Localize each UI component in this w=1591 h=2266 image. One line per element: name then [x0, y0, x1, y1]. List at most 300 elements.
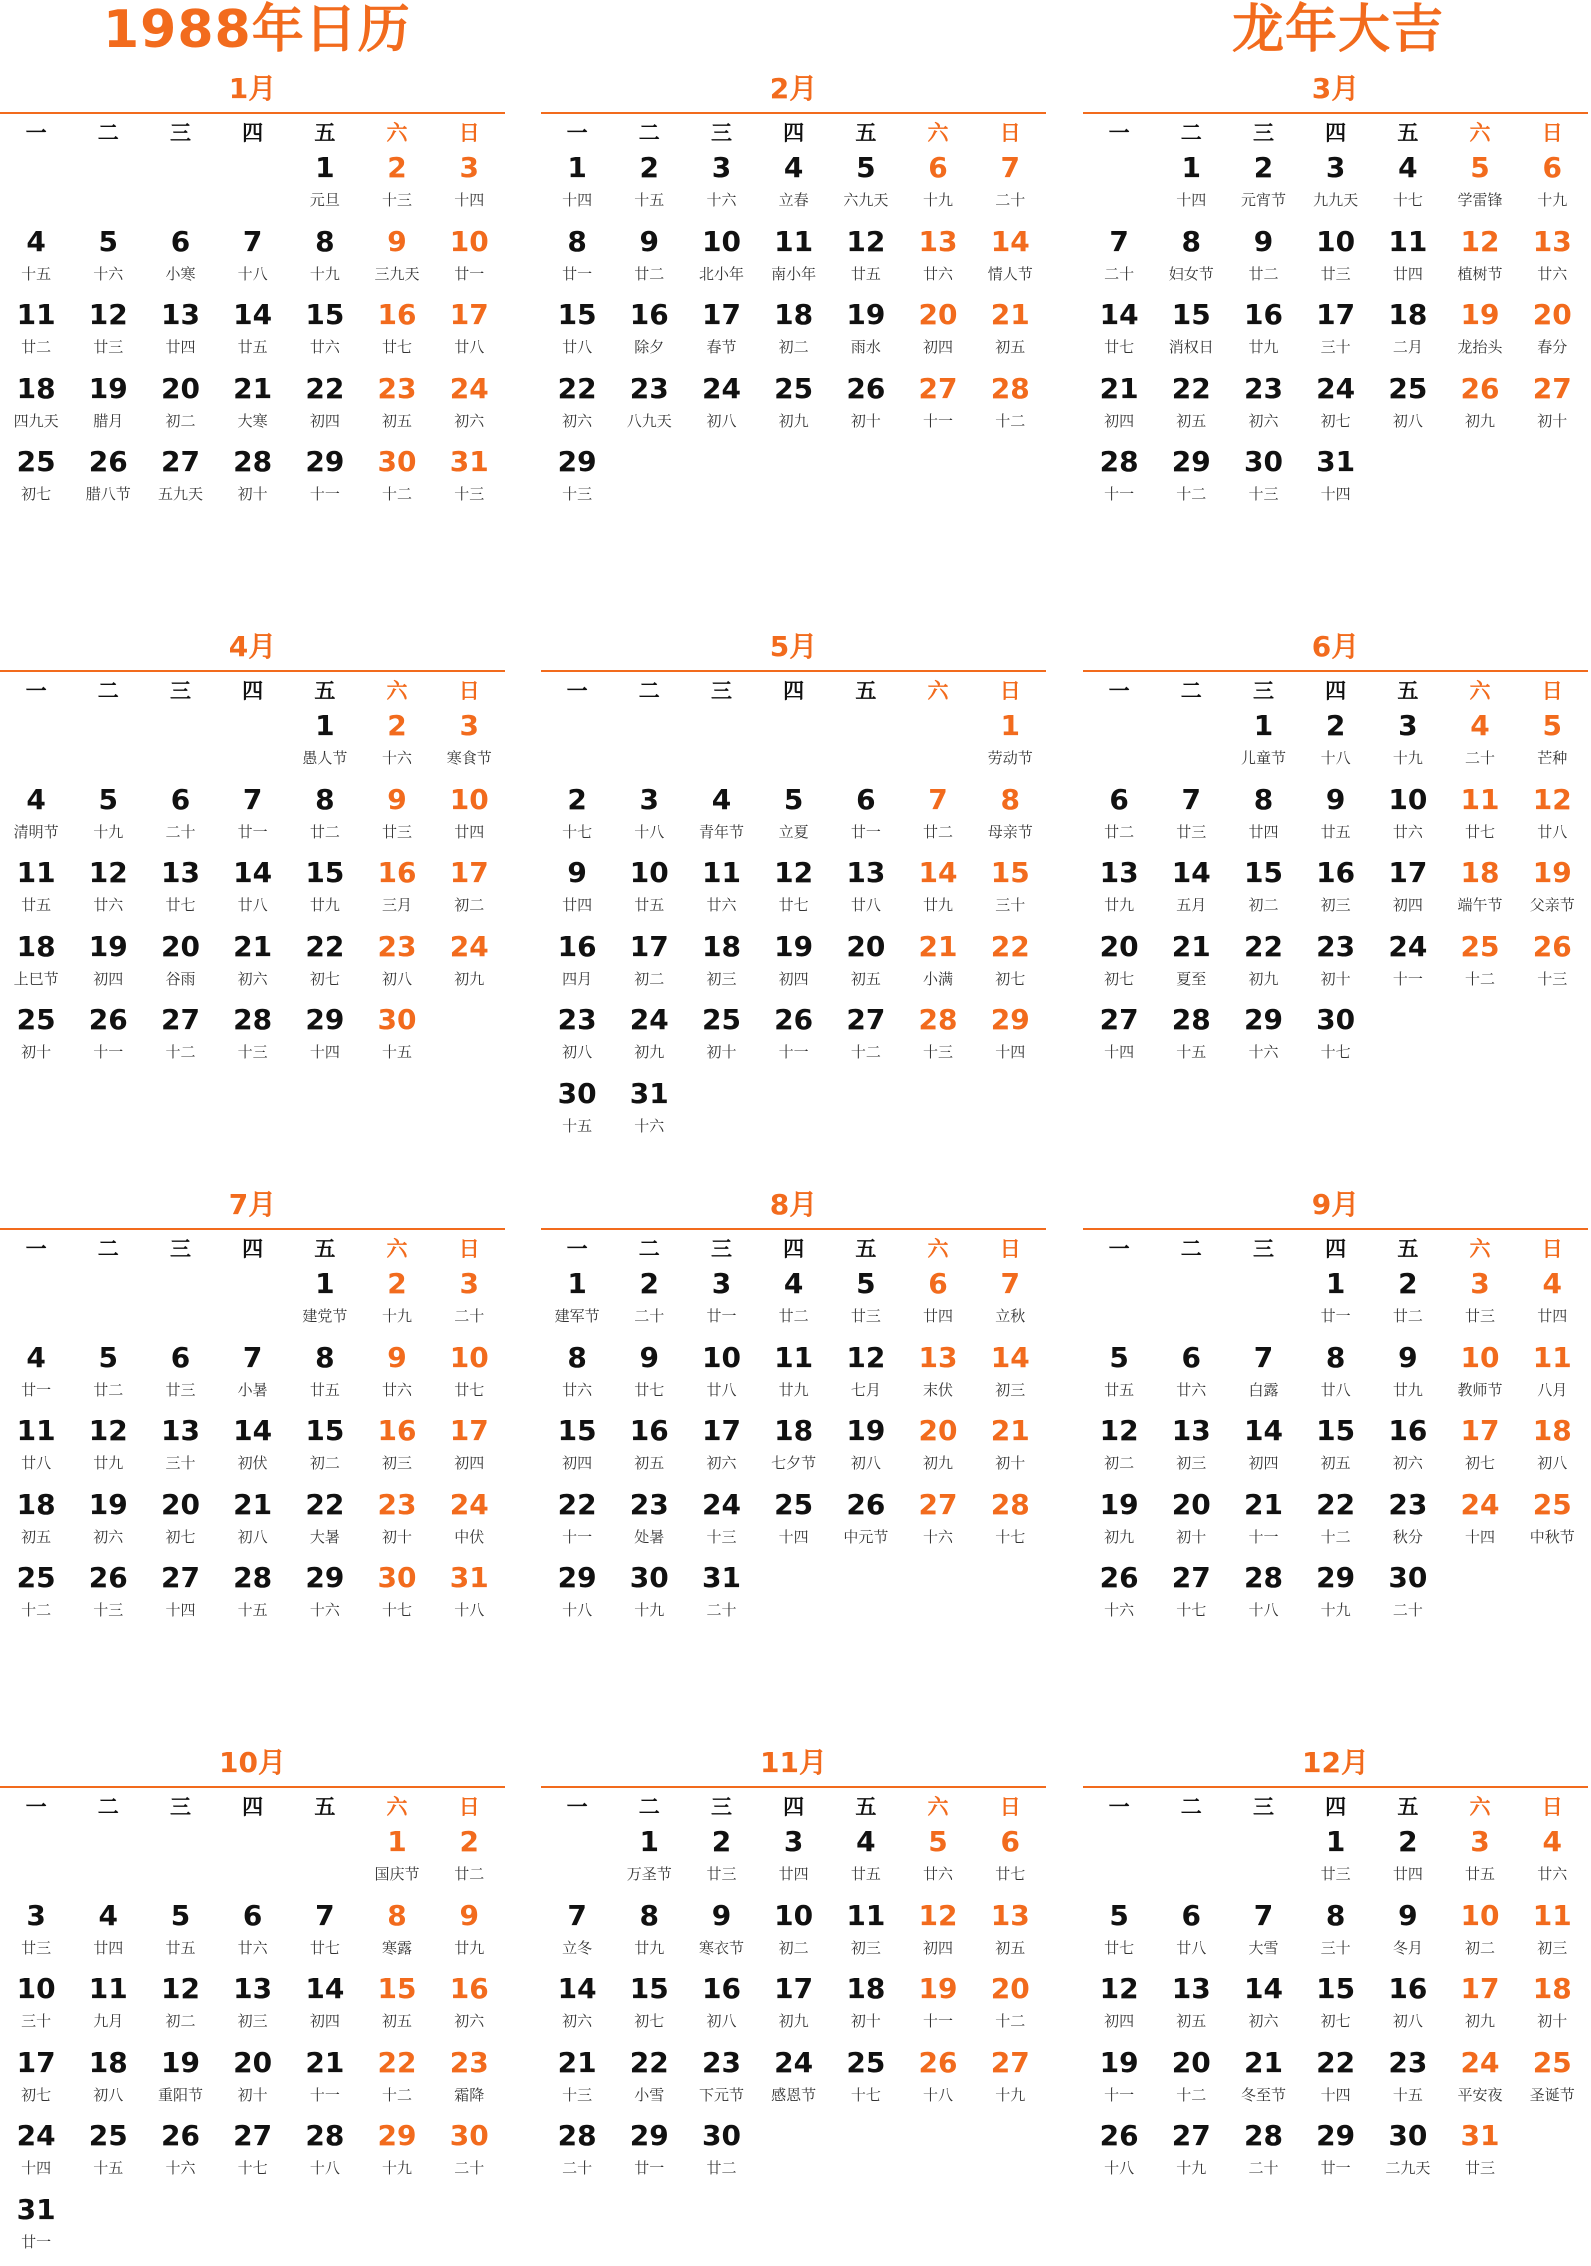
- day-cell[interactable]: [974, 1896, 1046, 1970]
- day-cell[interactable]: [433, 2043, 505, 2117]
- day-cell[interactable]: [72, 780, 144, 854]
- day-cell[interactable]: [1083, 369, 1155, 443]
- day-cell[interactable]: [1516, 2043, 1588, 2117]
- day-cell[interactable]: [72, 1485, 144, 1559]
- day-cell[interactable]: [0, 1485, 72, 1559]
- day-cell[interactable]: [902, 1969, 974, 2043]
- day-cell[interactable]: [1516, 706, 1588, 780]
- day-cell[interactable]: [217, 1338, 289, 1412]
- day-cell[interactable]: [1227, 1969, 1299, 2043]
- day-cell[interactable]: [0, 369, 72, 443]
- day-cell[interactable]: [361, 1264, 433, 1338]
- day-cell[interactable]: [1516, 222, 1588, 296]
- day-cell[interactable]: [144, 295, 216, 369]
- day-cell[interactable]: [758, 369, 830, 443]
- day-cell[interactable]: [613, 1896, 685, 1970]
- day-cell[interactable]: [1444, 927, 1516, 1001]
- day-cell[interactable]: [1083, 1969, 1155, 2043]
- day-cell[interactable]: [902, 1000, 974, 1074]
- day-cell[interactable]: [361, 1411, 433, 1485]
- day-cell[interactable]: [1516, 1896, 1588, 1970]
- day-cell[interactable]: [902, 148, 974, 222]
- day-cell[interactable]: [1300, 2116, 1372, 2190]
- day-cell[interactable]: [1444, 222, 1516, 296]
- day-cell[interactable]: [433, 148, 505, 222]
- day-cell[interactable]: [289, 853, 361, 927]
- day-cell[interactable]: [1444, 1411, 1516, 1485]
- day-cell[interactable]: [974, 148, 1046, 222]
- day-cell[interactable]: [361, 2116, 433, 2190]
- day-cell[interactable]: [0, 927, 72, 1001]
- day-cell[interactable]: [289, 2043, 361, 2117]
- day-cell[interactable]: [0, 1969, 72, 2043]
- day-cell[interactable]: [72, 1000, 144, 1074]
- day-cell[interactable]: [685, 2043, 757, 2117]
- day-cell[interactable]: [974, 295, 1046, 369]
- day-cell[interactable]: [613, 2116, 685, 2190]
- day-cell[interactable]: [361, 927, 433, 1001]
- day-cell[interactable]: [144, 1558, 216, 1632]
- day-cell[interactable]: [830, 927, 902, 1001]
- day-cell[interactable]: [1516, 1822, 1588, 1896]
- day-cell[interactable]: [1155, 1411, 1227, 1485]
- day-cell[interactable]: [1227, 1000, 1299, 1074]
- day-cell[interactable]: [1155, 1896, 1227, 1970]
- day-cell[interactable]: [1083, 780, 1155, 854]
- day-cell[interactable]: [1516, 1969, 1588, 2043]
- day-cell[interactable]: [613, 222, 685, 296]
- day-cell[interactable]: [830, 1896, 902, 1970]
- day-cell[interactable]: [1300, 853, 1372, 927]
- day-cell[interactable]: [433, 780, 505, 854]
- day-cell[interactable]: [1155, 927, 1227, 1001]
- day-cell[interactable]: [144, 1338, 216, 1412]
- day-cell[interactable]: [758, 1338, 830, 1412]
- day-cell[interactable]: [1227, 927, 1299, 1001]
- day-cell[interactable]: [1516, 1338, 1588, 1412]
- day-cell[interactable]: [685, 1485, 757, 1559]
- day-cell[interactable]: [1372, 1822, 1444, 1896]
- day-cell[interactable]: [685, 1264, 757, 1338]
- day-cell[interactable]: [0, 2116, 72, 2190]
- day-cell[interactable]: [289, 1000, 361, 1074]
- day-cell[interactable]: [541, 927, 613, 1001]
- day-cell[interactable]: [685, 222, 757, 296]
- day-cell[interactable]: [144, 1896, 216, 1970]
- day-cell[interactable]: [1516, 148, 1588, 222]
- day-cell[interactable]: [289, 442, 361, 516]
- day-cell[interactable]: [902, 1411, 974, 1485]
- day-cell[interactable]: [830, 1822, 902, 1896]
- day-cell[interactable]: [758, 148, 830, 222]
- day-cell[interactable]: [902, 1822, 974, 1896]
- day-cell[interactable]: [974, 1485, 1046, 1559]
- day-cell[interactable]: [541, 1485, 613, 1559]
- day-cell[interactable]: [72, 442, 144, 516]
- day-cell[interactable]: [1155, 369, 1227, 443]
- day-cell[interactable]: [1227, 853, 1299, 927]
- day-cell[interactable]: [1372, 1969, 1444, 2043]
- day-cell[interactable]: [541, 369, 613, 443]
- day-cell[interactable]: [758, 2043, 830, 2117]
- day-cell[interactable]: [433, 1822, 505, 1896]
- day-cell[interactable]: [685, 148, 757, 222]
- day-cell[interactable]: [974, 1338, 1046, 1412]
- day-cell[interactable]: [974, 222, 1046, 296]
- day-cell[interactable]: [1300, 1822, 1372, 1896]
- day-cell[interactable]: [72, 927, 144, 1001]
- day-cell[interactable]: [830, 369, 902, 443]
- day-cell[interactable]: [541, 222, 613, 296]
- day-cell[interactable]: [217, 1969, 289, 2043]
- day-cell[interactable]: [613, 1485, 685, 1559]
- day-cell[interactable]: [0, 1338, 72, 1412]
- day-cell[interactable]: [361, 853, 433, 927]
- day-cell[interactable]: [974, 1411, 1046, 1485]
- day-cell[interactable]: [541, 1000, 613, 1074]
- day-cell[interactable]: [974, 780, 1046, 854]
- day-cell[interactable]: [1516, 1264, 1588, 1338]
- day-cell[interactable]: [974, 1264, 1046, 1338]
- day-cell[interactable]: [830, 2043, 902, 2117]
- day-cell[interactable]: [433, 853, 505, 927]
- day-cell[interactable]: [289, 1896, 361, 1970]
- day-cell[interactable]: [758, 780, 830, 854]
- day-cell[interactable]: [1155, 222, 1227, 296]
- day-cell[interactable]: [433, 1969, 505, 2043]
- day-cell[interactable]: [685, 1000, 757, 1074]
- day-cell[interactable]: [1227, 1896, 1299, 1970]
- day-cell[interactable]: [1227, 442, 1299, 516]
- day-cell[interactable]: [1444, 780, 1516, 854]
- day-cell[interactable]: [72, 1969, 144, 2043]
- day-cell[interactable]: [361, 1969, 433, 2043]
- day-cell[interactable]: [974, 1000, 1046, 1074]
- day-cell[interactable]: [1372, 222, 1444, 296]
- day-cell[interactable]: [1444, 706, 1516, 780]
- day-cell[interactable]: [361, 1822, 433, 1896]
- day-cell[interactable]: [974, 853, 1046, 927]
- day-cell[interactable]: [72, 1338, 144, 1412]
- day-cell[interactable]: [0, 1411, 72, 1485]
- day-cell[interactable]: [902, 1896, 974, 1970]
- day-cell[interactable]: [541, 295, 613, 369]
- day-cell[interactable]: [1300, 1338, 1372, 1412]
- day-cell[interactable]: [1227, 1338, 1299, 1412]
- day-cell[interactable]: [685, 853, 757, 927]
- day-cell[interactable]: [541, 148, 613, 222]
- day-cell[interactable]: [361, 1485, 433, 1559]
- day-cell[interactable]: [1372, 1485, 1444, 1559]
- day-cell[interactable]: [541, 853, 613, 927]
- day-cell[interactable]: [685, 780, 757, 854]
- day-cell[interactable]: [1227, 2116, 1299, 2190]
- day-cell[interactable]: [289, 1411, 361, 1485]
- day-cell[interactable]: [902, 780, 974, 854]
- day-cell[interactable]: [902, 1264, 974, 1338]
- day-cell[interactable]: [758, 222, 830, 296]
- day-cell[interactable]: [217, 295, 289, 369]
- day-cell[interactable]: [1516, 1485, 1588, 1559]
- day-cell[interactable]: [902, 222, 974, 296]
- day-cell[interactable]: [1444, 369, 1516, 443]
- day-cell[interactable]: [217, 1000, 289, 1074]
- day-cell[interactable]: [0, 442, 72, 516]
- day-cell[interactable]: [830, 1264, 902, 1338]
- day-cell[interactable]: [758, 1411, 830, 1485]
- day-cell[interactable]: [1083, 927, 1155, 1001]
- day-cell[interactable]: [613, 2043, 685, 2117]
- day-cell[interactable]: [1516, 927, 1588, 1001]
- day-cell[interactable]: [1227, 295, 1299, 369]
- day-cell[interactable]: [685, 369, 757, 443]
- day-cell[interactable]: [541, 1896, 613, 1970]
- day-cell[interactable]: [830, 295, 902, 369]
- day-cell[interactable]: [289, 1558, 361, 1632]
- day-cell[interactable]: [830, 222, 902, 296]
- day-cell[interactable]: [541, 1558, 613, 1632]
- day-cell[interactable]: [1444, 2043, 1516, 2117]
- day-cell[interactable]: [1155, 780, 1227, 854]
- day-cell[interactable]: [1227, 2043, 1299, 2117]
- day-cell[interactable]: [685, 1558, 757, 1632]
- day-cell[interactable]: [1372, 2116, 1444, 2190]
- day-cell[interactable]: [1300, 1411, 1372, 1485]
- day-cell[interactable]: [830, 1000, 902, 1074]
- day-cell[interactable]: [0, 2043, 72, 2117]
- day-cell[interactable]: [144, 1485, 216, 1559]
- day-cell[interactable]: [1300, 1000, 1372, 1074]
- day-cell[interactable]: [1444, 148, 1516, 222]
- day-cell[interactable]: [758, 1822, 830, 1896]
- day-cell[interactable]: [685, 1338, 757, 1412]
- day-cell[interactable]: [613, 780, 685, 854]
- day-cell[interactable]: [1372, 780, 1444, 854]
- day-cell[interactable]: [1083, 1485, 1155, 1559]
- day-cell[interactable]: [72, 1411, 144, 1485]
- day-cell[interactable]: [1444, 2116, 1516, 2190]
- day-cell[interactable]: [72, 853, 144, 927]
- day-cell[interactable]: [361, 2043, 433, 2117]
- day-cell[interactable]: [830, 1338, 902, 1412]
- day-cell[interactable]: [1083, 1411, 1155, 1485]
- day-cell[interactable]: [830, 1485, 902, 1559]
- day-cell[interactable]: [0, 853, 72, 927]
- day-cell[interactable]: [361, 706, 433, 780]
- day-cell[interactable]: [1372, 1558, 1444, 1632]
- day-cell[interactable]: [541, 1969, 613, 2043]
- day-cell[interactable]: [1444, 853, 1516, 927]
- day-cell[interactable]: [541, 1338, 613, 1412]
- day-cell[interactable]: [0, 2190, 72, 2264]
- day-cell[interactable]: [613, 1074, 685, 1148]
- day-cell[interactable]: [144, 853, 216, 927]
- day-cell[interactable]: [685, 1822, 757, 1896]
- day-cell[interactable]: [217, 1485, 289, 1559]
- day-cell[interactable]: [433, 442, 505, 516]
- day-cell[interactable]: [613, 927, 685, 1001]
- day-cell[interactable]: [1372, 2043, 1444, 2117]
- day-cell[interactable]: [1227, 369, 1299, 443]
- day-cell[interactable]: [289, 927, 361, 1001]
- day-cell[interactable]: [289, 780, 361, 854]
- day-cell[interactable]: [685, 1896, 757, 1970]
- day-cell[interactable]: [289, 1485, 361, 1559]
- day-cell[interactable]: [974, 2043, 1046, 2117]
- day-cell[interactable]: [1300, 1969, 1372, 2043]
- day-cell[interactable]: [1227, 1558, 1299, 1632]
- day-cell[interactable]: [1155, 295, 1227, 369]
- day-cell[interactable]: [1155, 1969, 1227, 2043]
- day-cell[interactable]: [541, 780, 613, 854]
- day-cell[interactable]: [361, 442, 433, 516]
- day-cell[interactable]: [217, 369, 289, 443]
- day-cell[interactable]: [974, 1822, 1046, 1896]
- day-cell[interactable]: [144, 369, 216, 443]
- day-cell[interactable]: [974, 1969, 1046, 2043]
- day-cell[interactable]: [1083, 1338, 1155, 1412]
- day-cell[interactable]: [541, 2116, 613, 2190]
- day-cell[interactable]: [1227, 222, 1299, 296]
- day-cell[interactable]: [144, 222, 216, 296]
- day-cell[interactable]: [830, 780, 902, 854]
- day-cell[interactable]: [758, 295, 830, 369]
- day-cell[interactable]: [1300, 369, 1372, 443]
- day-cell[interactable]: [1516, 369, 1588, 443]
- day-cell[interactable]: [1300, 2043, 1372, 2117]
- day-cell[interactable]: [289, 706, 361, 780]
- day-cell[interactable]: [72, 222, 144, 296]
- day-cell[interactable]: [433, 2116, 505, 2190]
- day-cell[interactable]: [144, 1411, 216, 1485]
- day-cell[interactable]: [1516, 1411, 1588, 1485]
- day-cell[interactable]: [433, 1485, 505, 1559]
- day-cell[interactable]: [613, 295, 685, 369]
- day-cell[interactable]: [1227, 706, 1299, 780]
- day-cell[interactable]: [1155, 1338, 1227, 1412]
- day-cell[interactable]: [0, 1896, 72, 1970]
- day-cell[interactable]: [289, 2116, 361, 2190]
- day-cell[interactable]: [1516, 853, 1588, 927]
- day-cell[interactable]: [144, 1969, 216, 2043]
- day-cell[interactable]: [613, 1264, 685, 1338]
- day-cell[interactable]: [1227, 780, 1299, 854]
- day-cell[interactable]: [541, 2043, 613, 2117]
- day-cell[interactable]: [758, 1485, 830, 1559]
- day-cell[interactable]: [1083, 2043, 1155, 2117]
- day-cell[interactable]: [1516, 295, 1588, 369]
- day-cell[interactable]: [1155, 853, 1227, 927]
- day-cell[interactable]: [144, 2116, 216, 2190]
- day-cell[interactable]: [758, 1896, 830, 1970]
- day-cell[interactable]: [1372, 853, 1444, 927]
- day-cell[interactable]: [1083, 222, 1155, 296]
- day-cell[interactable]: [361, 780, 433, 854]
- day-cell[interactable]: [217, 1558, 289, 1632]
- day-cell[interactable]: [902, 853, 974, 927]
- day-cell[interactable]: [902, 295, 974, 369]
- day-cell[interactable]: [1155, 1000, 1227, 1074]
- day-cell[interactable]: [0, 1000, 72, 1074]
- day-cell[interactable]: [217, 2116, 289, 2190]
- day-cell[interactable]: [289, 295, 361, 369]
- day-cell[interactable]: [289, 148, 361, 222]
- day-cell[interactable]: [1300, 442, 1372, 516]
- day-cell[interactable]: [1444, 1822, 1516, 1896]
- day-cell[interactable]: [72, 2043, 144, 2117]
- day-cell[interactable]: [1300, 295, 1372, 369]
- day-cell[interactable]: [613, 1411, 685, 1485]
- day-cell[interactable]: [1227, 1411, 1299, 1485]
- day-cell[interactable]: [361, 222, 433, 296]
- day-cell[interactable]: [433, 295, 505, 369]
- day-cell[interactable]: [433, 222, 505, 296]
- day-cell[interactable]: [758, 1969, 830, 2043]
- day-cell[interactable]: [1444, 1264, 1516, 1338]
- day-cell[interactable]: [1155, 1485, 1227, 1559]
- day-cell[interactable]: [541, 442, 613, 516]
- day-cell[interactable]: [433, 927, 505, 1001]
- day-cell[interactable]: [1372, 369, 1444, 443]
- day-cell[interactable]: [72, 1558, 144, 1632]
- day-cell[interactable]: [289, 1338, 361, 1412]
- day-cell[interactable]: [902, 2043, 974, 2117]
- day-cell[interactable]: [830, 148, 902, 222]
- day-cell[interactable]: [613, 369, 685, 443]
- day-cell[interactable]: [217, 1411, 289, 1485]
- day-cell[interactable]: [1372, 148, 1444, 222]
- day-cell[interactable]: [217, 927, 289, 1001]
- day-cell[interactable]: [974, 927, 1046, 1001]
- day-cell[interactable]: [433, 1558, 505, 1632]
- day-cell[interactable]: [902, 369, 974, 443]
- day-cell[interactable]: [433, 706, 505, 780]
- day-cell[interactable]: [758, 1264, 830, 1338]
- day-cell[interactable]: [1444, 295, 1516, 369]
- day-cell[interactable]: [144, 780, 216, 854]
- day-cell[interactable]: [361, 1000, 433, 1074]
- day-cell[interactable]: [758, 927, 830, 1001]
- day-cell[interactable]: [758, 853, 830, 927]
- day-cell[interactable]: [1372, 927, 1444, 1001]
- day-cell[interactable]: [1516, 780, 1588, 854]
- day-cell[interactable]: [1444, 1896, 1516, 1970]
- day-cell[interactable]: [974, 706, 1046, 780]
- day-cell[interactable]: [1372, 1264, 1444, 1338]
- day-cell[interactable]: [1300, 780, 1372, 854]
- day-cell[interactable]: [0, 1558, 72, 1632]
- day-cell[interactable]: [613, 1558, 685, 1632]
- day-cell[interactable]: [361, 295, 433, 369]
- day-cell[interactable]: [433, 1264, 505, 1338]
- day-cell[interactable]: [1083, 1558, 1155, 1632]
- day-cell[interactable]: [433, 369, 505, 443]
- day-cell[interactable]: [72, 1896, 144, 1970]
- day-cell[interactable]: [613, 1969, 685, 2043]
- day-cell[interactable]: [613, 853, 685, 927]
- day-cell[interactable]: [1300, 706, 1372, 780]
- day-cell[interactable]: [433, 1338, 505, 1412]
- day-cell[interactable]: [902, 1485, 974, 1559]
- day-cell[interactable]: [289, 222, 361, 296]
- day-cell[interactable]: [685, 927, 757, 1001]
- day-cell[interactable]: [1300, 927, 1372, 1001]
- day-cell[interactable]: [144, 2043, 216, 2117]
- day-cell[interactable]: [1155, 2043, 1227, 2117]
- day-cell[interactable]: [217, 780, 289, 854]
- day-cell[interactable]: [1372, 1411, 1444, 1485]
- day-cell[interactable]: [1444, 1338, 1516, 1412]
